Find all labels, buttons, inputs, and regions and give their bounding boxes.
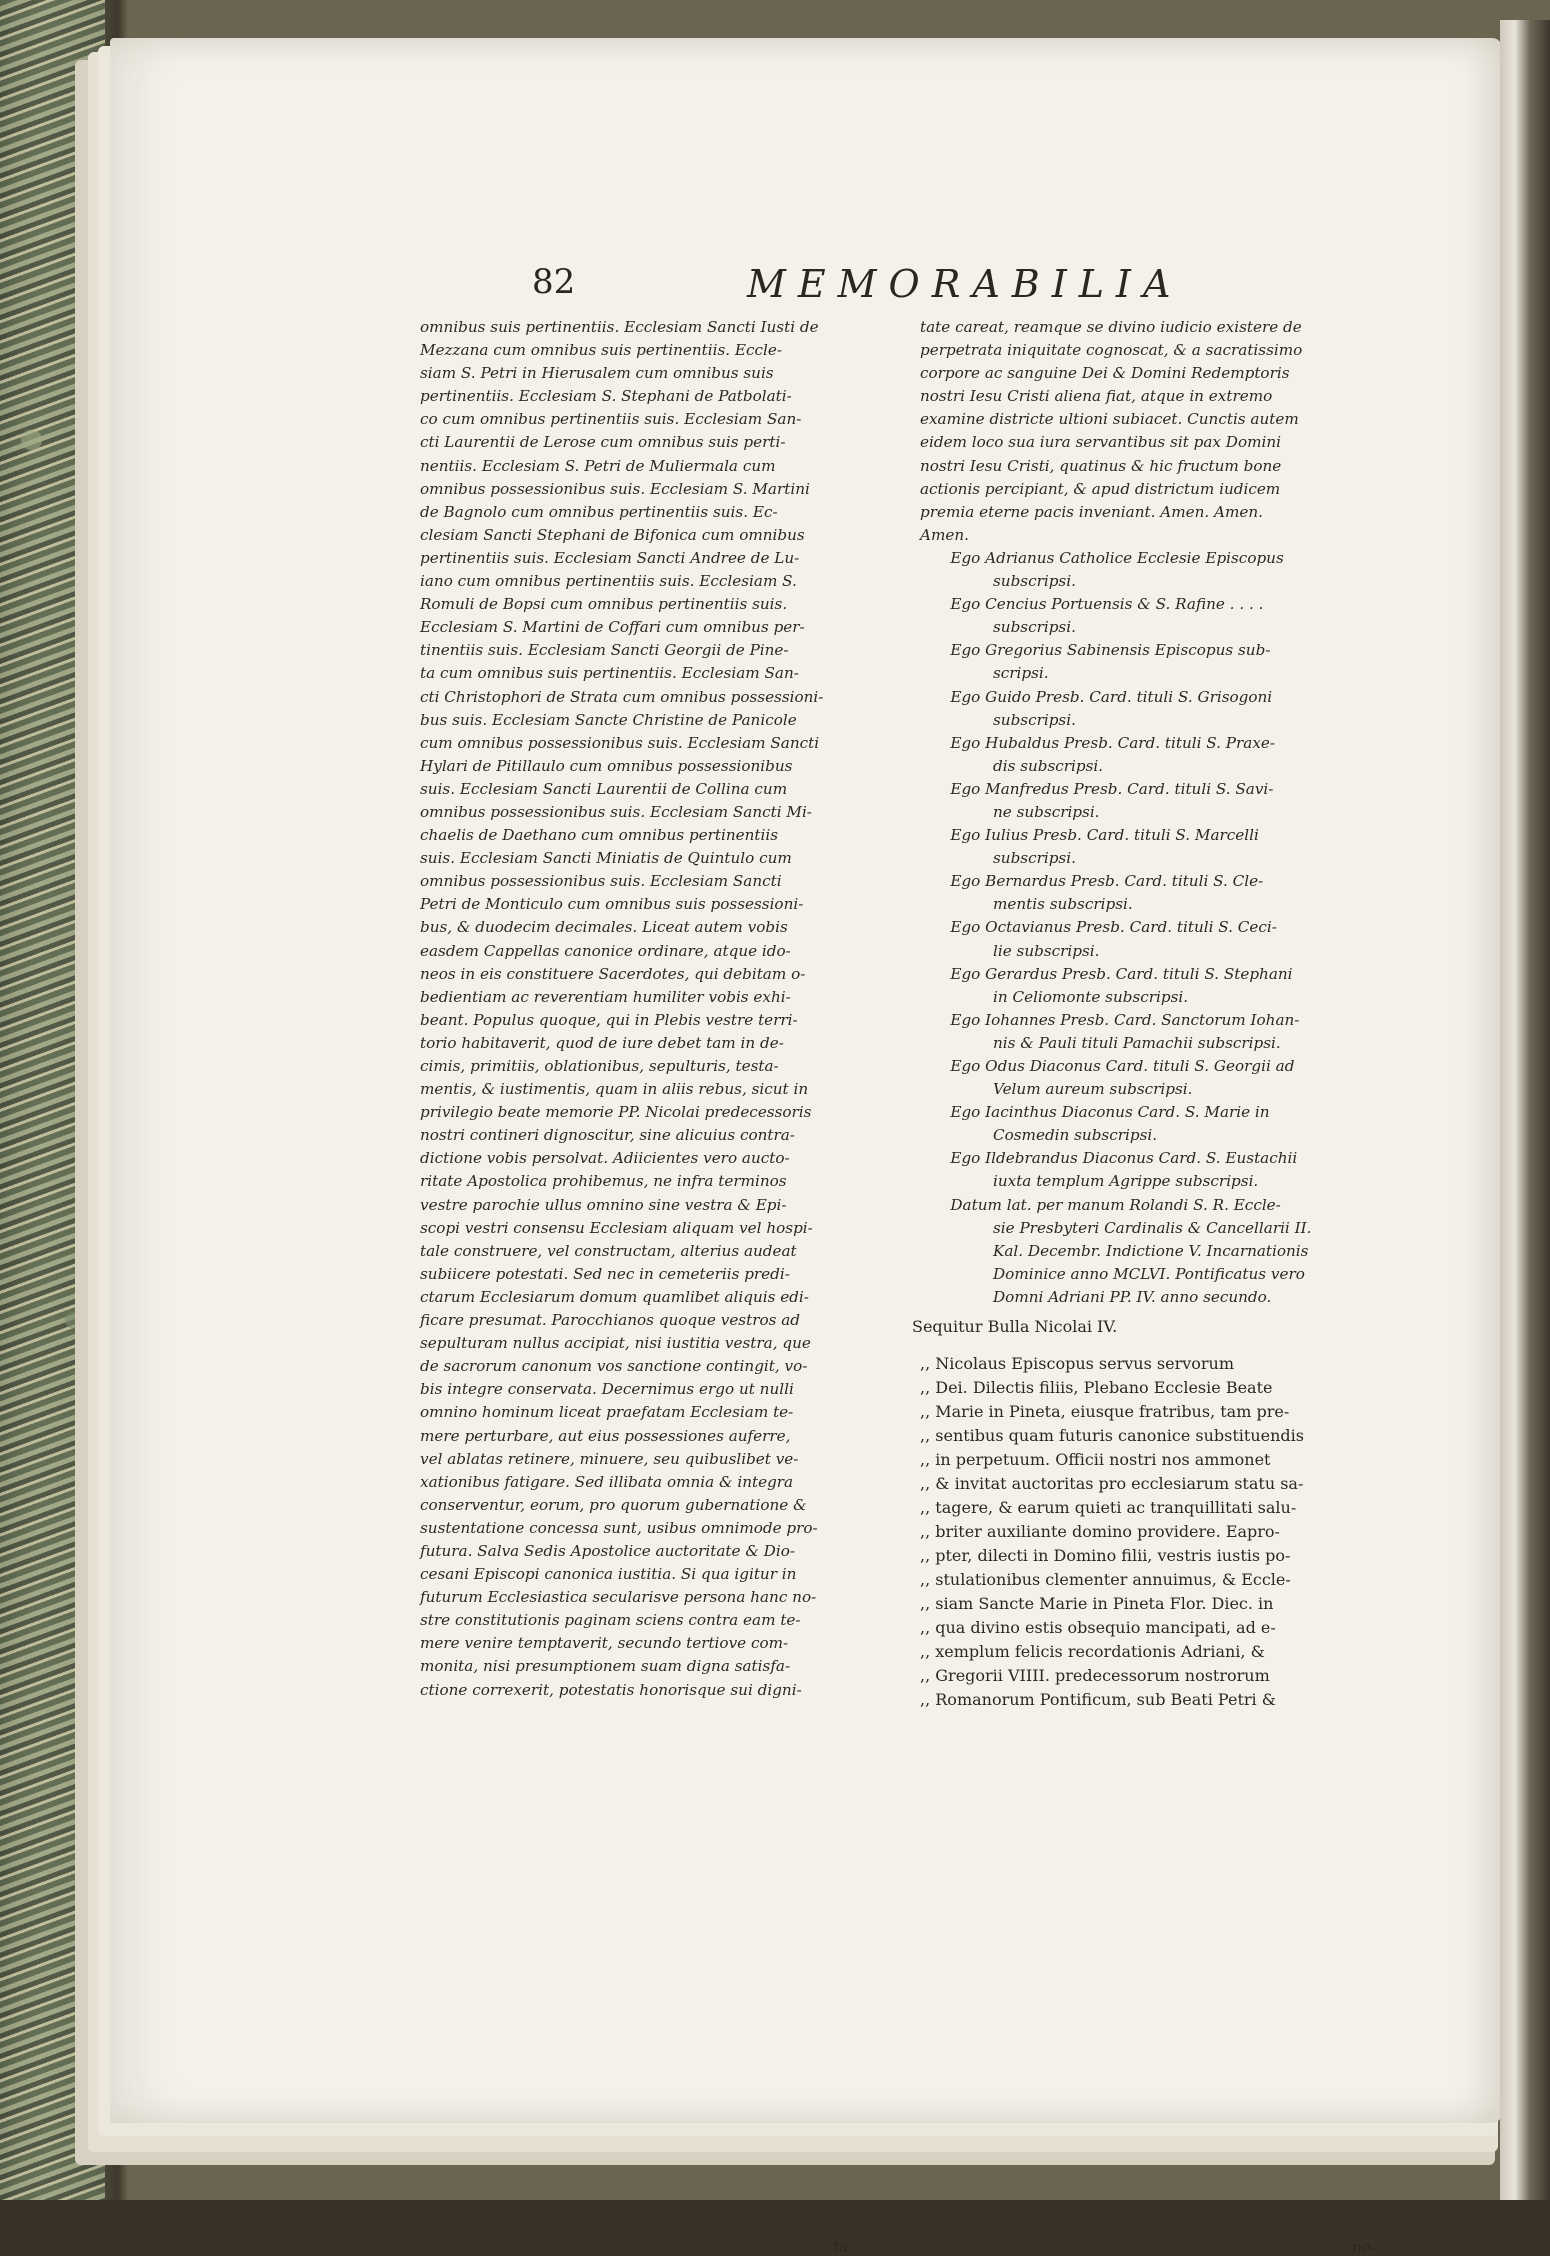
text-line: siam S. Petri in Hierusalem cum omnibus suis [420, 364, 774, 383]
text-line: cum omnibus possessionibus suis. Ecclesiam Sancti [420, 733, 820, 752]
right-catchword: no- [1352, 2238, 1376, 2256]
text-line: de sacrorum canonum vos sanctione contingit, vo- [420, 1357, 808, 1376]
text-line: vestre parochie ullus omnino sine vestra & Epi- [420, 1195, 787, 1214]
text-line: futura. Salva Sedis Apostolice auctoritate & Dio- [420, 1541, 795, 1560]
subscription-continuation: Dominice anno MCLVI. Pontificatus vero [993, 1264, 1305, 1283]
text-line: pertinentiis suis. Ecclesiam Sancti Andree de Lu- [420, 548, 800, 567]
bull-text-line: ,, & invitat auctoritas pro ecclesiarum statu sa- [920, 1474, 1304, 1494]
text-line: bedientiam ac reverentiam humiliter vobis exhi- [420, 987, 791, 1006]
text-line: scopi vestri consensu Ecclesiam aliquam vel hospi- [420, 1218, 813, 1237]
bull-text-line: ,, pter, dilecti in Domino filii, vestris iustis po- [920, 1546, 1291, 1566]
subscription-continuation: iuxta templum Agrippe subscripsi. [993, 1172, 1259, 1191]
text-line: Petri de Monticulo cum omnibus suis possessioni- [420, 895, 804, 914]
page-header [532, 262, 1352, 312]
bull-text-line: ,, Dei. Dilectis filiis, Plebano Ecclesie Beate [920, 1378, 1273, 1398]
text-line: corpore ac sanguine Dei & Domini Redemptoris [920, 364, 1290, 383]
subscription-continuation: Cosmedin subscripsi. [993, 1126, 1158, 1145]
subscription-line: Ego Adrianus Catholice Ecclesie Episcopus [920, 548, 1284, 567]
running-title: MEMORABILIA [747, 262, 1183, 306]
subscription-continuation: dis subscripsi. [993, 756, 1104, 775]
text-line: Ecclesiam S. Martini de Coffari cum omnibus per- [420, 618, 805, 637]
subscription-continuation: Velum aureum subscripsi. [993, 1080, 1193, 1099]
text-line: mentis, & iustimentis, quam in aliis rebus, sicut in [420, 1080, 809, 1099]
subscription-continuation: subscripsi. [993, 572, 1076, 591]
subscription-continuation: in Celiomonte subscripsi. [993, 987, 1189, 1006]
text-line: premia eterne pacis inveniant. Amen. Amen. [920, 502, 1264, 521]
text-line: pertinentiis. Ecclesiam S. Stephani de Patbolati- [420, 387, 792, 406]
text-line: cesani Episcopi canonica iustitia. Si qua igitur in [420, 1565, 797, 1584]
text-line: easdem Cappellas canonice ordinare, atque ido- [420, 941, 791, 960]
subscription-continuation: Kal. Decembr. Indictione V. Incarnationis [993, 1241, 1309, 1260]
text-line: dictione vobis persolvat. Adiicientes vero aucto- [420, 1149, 790, 1168]
text-line: ctarum Ecclesiarum domum quamlibet aliquis edi- [420, 1287, 809, 1306]
text-line: ctione correxerit, potestatis honorisque sui digni- [420, 1680, 802, 1699]
bull-text-line: ,, tagere, & earum quieti ac tranquillitati salu- [920, 1498, 1297, 1518]
text-line: stre constitutionis paginam sciens contra eam te- [420, 1611, 801, 1630]
subscription-continuation: mentis subscripsi. [993, 895, 1133, 914]
text-line: nostri Iesu Cristi, quatinus & hic fructum bone [920, 456, 1282, 475]
subscription-continuation: nis & Pauli tituli Pamachii subscripsi. [993, 1033, 1281, 1052]
text-line: nostri Iesu Cristi aliena fiat, atque in extremo [920, 387, 1273, 406]
subscription-line: Ego Manfredus Presb. Card. tituli S. Savi- [920, 779, 1274, 798]
text-line: subiicere potestati. Sed nec in cemeteriis predi- [420, 1264, 790, 1283]
bull-text-line: ,, sentibus quam futuris canonice substituendis [920, 1426, 1304, 1446]
subscription-line: Ego Octavianus Presb. Card. tituli S. Ceci- [920, 918, 1277, 937]
subscription-continuation: scripsi. [993, 664, 1049, 683]
text-line: monita, nisi presumptionem suam digna satisfa- [420, 1657, 791, 1676]
bull-text-line: ,, Gregorii VIIII. predecessorum nostrorum [920, 1666, 1270, 1686]
subscription-continuation: sie Presbyteri Cardinalis & Cancellarii II. [993, 1218, 1312, 1237]
text-line: omnibus possessionibus suis. Ecclesiam S. Martini [420, 479, 810, 498]
text-line: cimis, primitiis, oblationibus, sepulturis, testa- [420, 1057, 779, 1075]
text-line: sustentatione concessa sunt, usibus omnimode pro- [420, 1518, 818, 1537]
text-line: vel ablatas retinere, minuere, seu quibuslibet ve- [420, 1449, 799, 1468]
text-line: bis integre conservata. Decernimus ergo ut nulli [420, 1380, 794, 1399]
subscription-line: Ego Guido Presb. Card. tituli S. Grisogoni [920, 687, 1273, 706]
text-line: examine districte ultioni subiacet. Cunctis autem [920, 410, 1299, 429]
subscription-continuation: subscripsi. [993, 618, 1076, 637]
bull-text-line: ,, briter auxiliante domino providere. Eapro- [920, 1522, 1280, 1542]
page-number: 82 [532, 262, 576, 302]
text-line: actionis percipiant, & apud districtum iudicem [920, 479, 1281, 498]
text-line: omnibus possessionibus suis. Ecclesiam Sancti Mi- [420, 802, 812, 821]
bull-text-line: ,, qua divino estis obsequio mancipati, ad e- [920, 1618, 1276, 1638]
text-line: neos in eis constituere Sacerdotes, qui debitam o- [420, 964, 806, 983]
bull-text-line: ,, in perpetuum. Officii nostri nos ammonet [920, 1450, 1271, 1470]
text-line: nostri contineri dignoscitur, sine alicuius contra- [420, 1126, 795, 1145]
subscription-continuation: Domni Adriani PP. IV. anno secundo. [993, 1287, 1272, 1306]
subscription-line: Ego Gregorius Sabinensis Episcopus sub- [920, 641, 1271, 660]
subscription-line: Ego Iulius Presb. Card. tituli S. Marcelli [920, 826, 1259, 845]
subscription-line: Ego Odus Diaconus Card. tituli S. Georgii ad [920, 1057, 1295, 1075]
subscription-line: Ego Hubaldus Presb. Card. tituli S. Praxe- [920, 733, 1276, 752]
text-line: suis. Ecclesiam Sancti Laurentii de Collina cum [420, 779, 788, 798]
text-line: Amen. [920, 525, 969, 544]
text-line: Mezzana cum omnibus suis pertinentiis. Eccle- [420, 341, 782, 360]
bull-text-line: ,, Romanorum Pontificum, sub Beati Petri & [920, 1690, 1276, 1710]
text-line: bus, & duodecim decimales. Liceat autem vobis [420, 918, 788, 937]
text-line: ta cum omnibus suis pertinentiis. Ecclesiam San- [420, 664, 799, 683]
text-line: cti Christophori de Strata cum omnibus possessioni- [420, 687, 824, 706]
text-line: perpetrata iniquitate cognoscat, & a sacratissimo [920, 341, 1303, 360]
subscription-line: Ego Ildebrandus Diaconus Card. S. Eustachii [920, 1149, 1298, 1168]
subscription-continuation: lie subscripsi. [993, 941, 1100, 960]
text-line: omnino hominum liceat praefatam Ecclesiam te- [420, 1403, 794, 1422]
subscription-line: Ego Bernardus Presb. Card. tituli S. Cle- [920, 872, 1264, 891]
text-line: suis. Ecclesiam Sancti Miniatis de Quintulo cum [420, 849, 792, 868]
text-line: omnibus suis pertinentiis. Ecclesiam Sancti Iusti de [420, 318, 819, 336]
subscription-continuation: ne subscripsi. [993, 802, 1100, 821]
text-line: clesiam Sancti Stephani de Bifonica cum omnibus [420, 525, 805, 544]
text-line: iano cum omnibus pertinentiis suis. Ecclesiam S. [420, 572, 797, 591]
text-line: sepulturam nullus accipiat, nisi iustitia vestra, que [420, 1334, 811, 1353]
subscription-line: Ego Gerardus Presb. Card. tituli S. Stephani [920, 964, 1293, 983]
left-text-column [420, 316, 878, 1702]
right-text-column [912, 316, 1390, 1712]
subscription-line: Ego Cencius Portuensis & S. Rafine . . . . [920, 595, 1264, 614]
text-line: tale construere, vel constructam, alterius audeat [420, 1241, 797, 1260]
text-line: futurum Ecclesiastica secularisve persona hanc no- [420, 1588, 817, 1607]
text-line: eidem loco sua iura servantibus sit pax Domini [920, 433, 1282, 452]
subscription-line: Ego Iohannes Presb. Card. Sanctorum Iohan- [920, 1010, 1300, 1029]
subscription-continuation: subscripsi. [993, 710, 1076, 729]
text-line: cti Laurentii de Lerose cum omnibus suis perti- [420, 433, 786, 452]
text-line: ficare presumat. Parocchianos quoque vestros ad [420, 1311, 801, 1330]
text-line: co cum omnibus pertinentiis suis. Ecclesiam San- [420, 410, 802, 429]
book-spine-edge [1500, 20, 1550, 2200]
sequitur-heading: Sequitur Bulla Nicolai IV. [912, 1317, 1118, 1337]
bull-text-line: ,, stulationibus clementer annuimus, & Eccle- [920, 1570, 1291, 1590]
text-line: conserventur, eorum, pro quorum gubernatione & [420, 1495, 807, 1514]
text-line: ritate Apostolica prohibemus, ne infra terminos [420, 1172, 787, 1191]
subscription-continuation: subscripsi. [993, 849, 1076, 868]
text-line: mere perturbare, aut eius possessiones auferre, [420, 1426, 791, 1445]
bull-text-line: ,, siam Sancte Marie in Pineta Flor. Diec. in [920, 1594, 1274, 1614]
text-line: tate careat, reamque se divino iudicio existere de [920, 318, 1302, 336]
text-line: privilegio beate memorie PP. Nicolai predecessoris [420, 1103, 812, 1122]
left-catchword: ta- [833, 2238, 854, 2256]
text-line: Romuli de Bopsi cum omnibus pertinentiis suis. [420, 595, 788, 614]
text-line: mere venire temptaverit, secundo tertiove com- [420, 1634, 789, 1653]
text-line: bus suis. Ecclesiam Sancte Christine de Panicole [420, 710, 797, 729]
subscription-line: Ego Iacinthus Diaconus Card. S. Marie in [920, 1103, 1270, 1122]
text-line: Hylari de Pitillaulo cum omnibus possessionibus [420, 756, 793, 775]
text-line: de Bagnolo cum omnibus pertinentiis suis. Ec- [420, 502, 778, 521]
bull-text-line: ,, xemplum felicis recordationis Adriani, & [920, 1642, 1265, 1662]
bull-text-line: ,, Marie in Pineta, eiusque fratribus, tam pre- [920, 1402, 1290, 1422]
subscription-line: Datum lat. per manum Rolandi S. R. Eccle- [920, 1195, 1281, 1214]
text-line: nentiis. Ecclesiam S. Petri de Muliermala cum [420, 456, 776, 475]
text-line: tinentiis suis. Ecclesiam Sancti Georgii de Pine- [420, 641, 789, 660]
text-line: torio habitaverit, quod de iure debet tam in de- [420, 1033, 784, 1052]
text-line: xationibus fatigare. Sed illibata omnia & integra [420, 1472, 794, 1491]
bull-text-line: ,, Nicolaus Episcopus servus servorum [920, 1354, 1235, 1374]
text-line: omnibus possessionibus suis. Ecclesiam Sancti [420, 872, 782, 891]
text-line: beant. Populus quoque, qui in Plebis vestre terri- [420, 1010, 798, 1029]
text-line: chaelis de Daethano cum omnibus pertinentiis [420, 826, 779, 845]
